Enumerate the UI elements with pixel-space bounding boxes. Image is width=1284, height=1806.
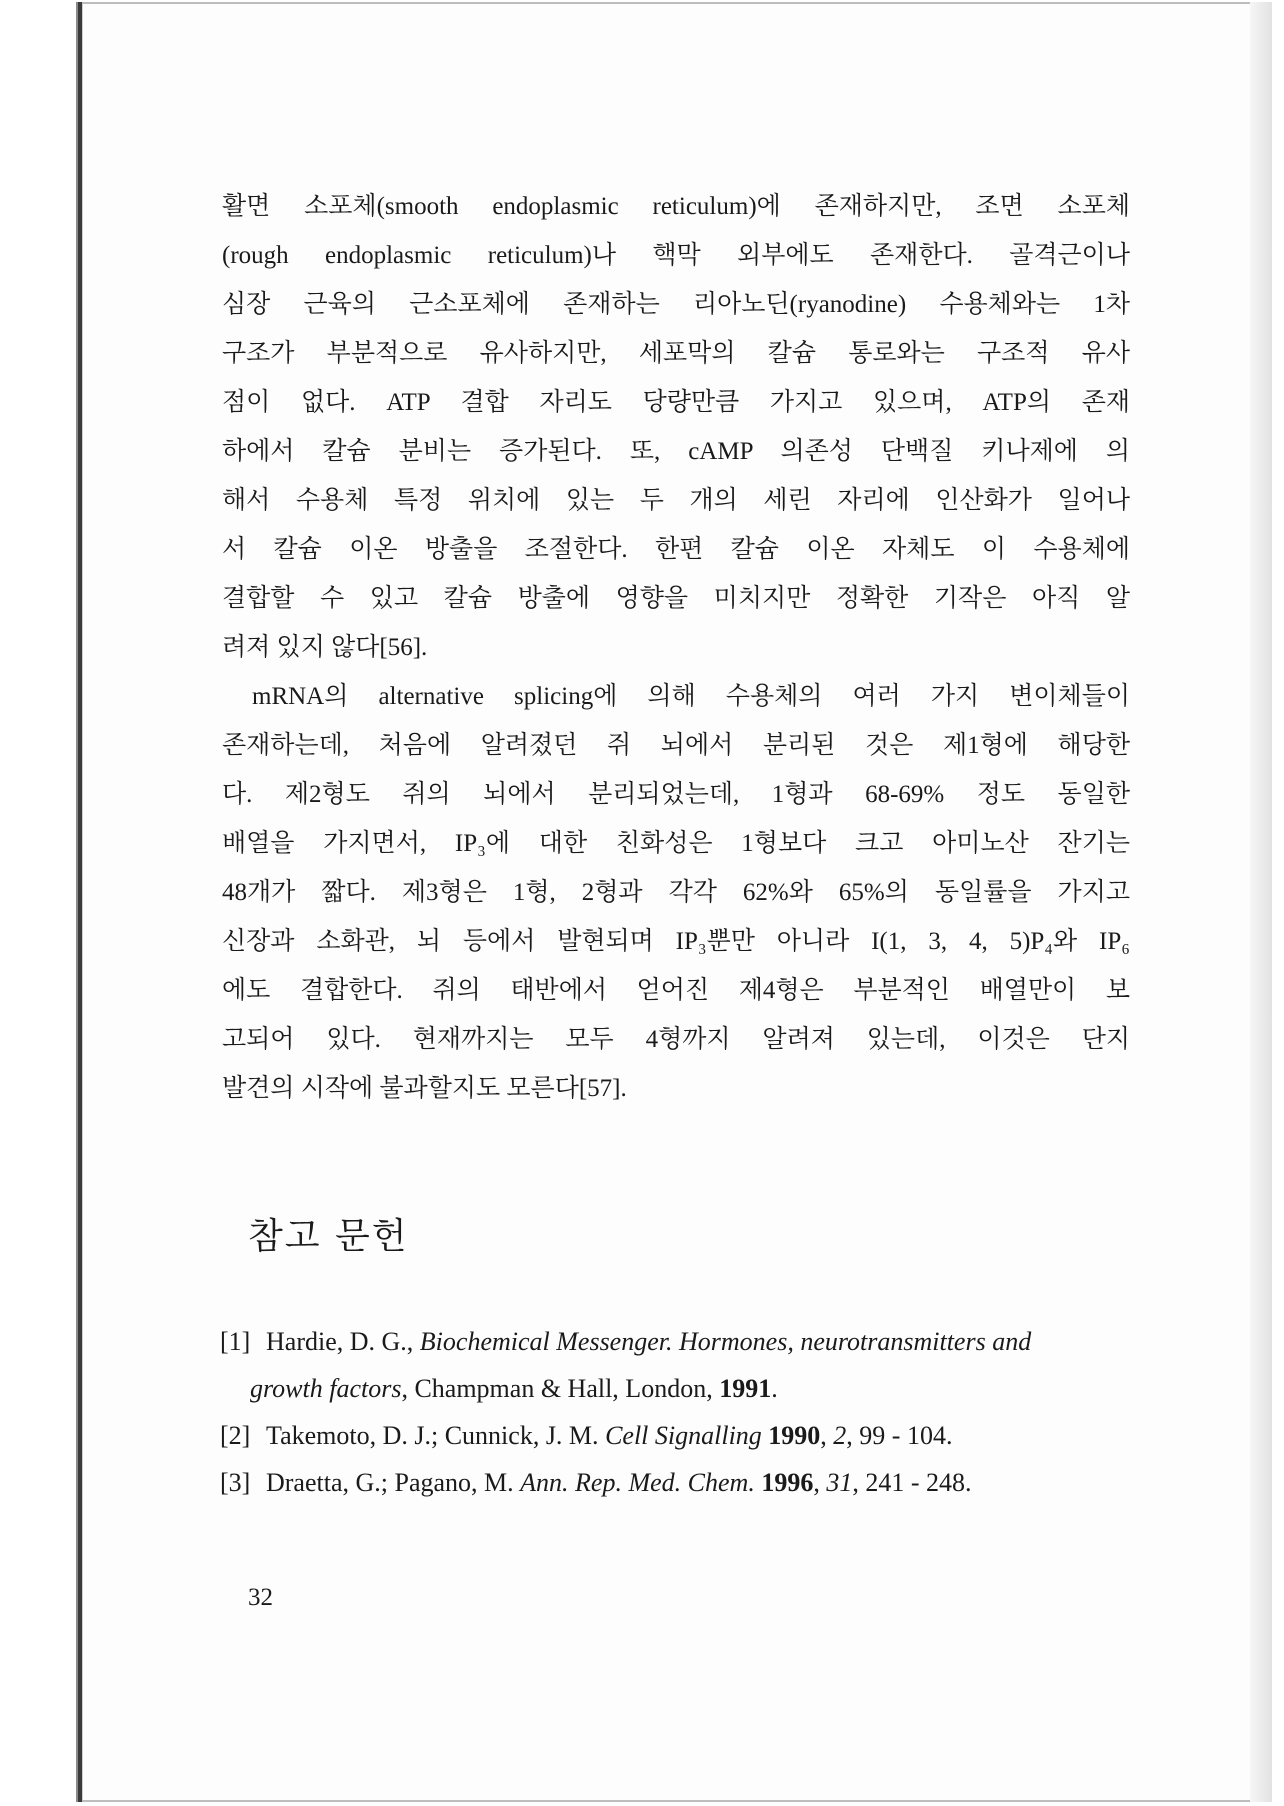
text-line: 려져 있지 않다[56]. bbox=[222, 634, 428, 661]
text-line: 결합할 수 있고 칼슘 방출에 영향을 미치지만 정확한 기작은 아직 알 bbox=[222, 585, 1130, 612]
text-line: 활면 소포체(smooth endoplasmic reticulum)에 존재하지만, 조면 소포체 bbox=[222, 193, 1130, 220]
reference-authors: Hardie, D. G., bbox=[266, 1327, 420, 1356]
text-line: 신장과 소화관, 뇌 등에서 발현되며 IP₃뿐만 아니라 I(1, 3, 4, 5)P₄와 IP₆ bbox=[222, 928, 1130, 955]
reference-list bbox=[220, 1318, 1130, 1506]
references-heading: 참고 문헌 bbox=[248, 1216, 409, 1257]
text-line: 해서 수용체 특정 위치에 있는 두 개의 세린 자리에 인산화가 일어나 bbox=[222, 487, 1130, 514]
text-line: mRNA의 alternative splicing에 의해 수용체의 여러 가지 변이체들이 bbox=[252, 683, 1130, 710]
reference-item-2: [2] Takemoto, D. J.; Cunnick, J. M. Cell Signalling 1990, 2, 99 - 104. bbox=[220, 1412, 1130, 1459]
reference-item-1-continued bbox=[220, 1365, 1130, 1412]
reference-number: [1] bbox=[220, 1327, 251, 1356]
text-line: 심장 근육의 근소포체에 존재하는 리아노딘(ryanodine) 수용체와는 1차 bbox=[222, 291, 1130, 318]
text-line: 배열을 가지면서, IP₃에 대한 친화성은 1형보다 크고 아미노산 잔기는 bbox=[222, 830, 1130, 857]
page-right-edge bbox=[1250, 2, 1272, 1802]
text-line: 구조가 부분적으로 유사하지만, 세포막의 칼슘 통로와는 구조적 유사 bbox=[222, 340, 1130, 367]
reference-pages: 99 - 104. bbox=[859, 1421, 953, 1450]
reference-item-1 bbox=[220, 1318, 1130, 1365]
reference-title-cont: growth factors bbox=[250, 1374, 402, 1403]
reference-number: [2] bbox=[220, 1421, 251, 1450]
paragraph-2 bbox=[222, 672, 1130, 1113]
reference-item-3: [3] Draetta, G.; Pagano, M. Ann. Rep. Med. Chem. 1996, 31, 241 - 248. bbox=[220, 1459, 1130, 1506]
reference-year: 1990 bbox=[768, 1421, 821, 1450]
reference-end: . bbox=[771, 1374, 778, 1403]
reference-title: Biochemical Messenger. Hormones, neurotransmitters and bbox=[419, 1327, 1032, 1356]
text-line: 48개가 짧다. 제3형은 1형, 2형과 각각 62%와 65%의 동일률을 가지고 bbox=[222, 879, 1130, 906]
reference-pages: 241 - 248. bbox=[865, 1468, 972, 1497]
paragraph-1 bbox=[222, 182, 1130, 672]
text-line: (rough endoplasmic reticulum)나 핵막 외부에도 존재한다. 골격근이나 bbox=[222, 242, 1130, 269]
text-line: 발견의 시작에 불과할지도 모른다[57]. bbox=[222, 1075, 627, 1102]
text-line: 다. 제2형도 쥐의 뇌에서 분리되었는데, 1형과 68-69% 정도 동일한 bbox=[222, 781, 1130, 808]
body-text bbox=[222, 182, 1130, 1113]
text-line: 서 칼슘 이온 방출을 조절한다. 한편 칼슘 이온 자체도 이 수용체에 bbox=[222, 536, 1130, 563]
text-line: 점이 없다. ATP 결합 자리도 당량만큼 가지고 있으며, ATP의 존재 bbox=[222, 389, 1130, 416]
reference-year: 1991 bbox=[719, 1374, 772, 1403]
reference-authors: Draetta, G.; Pagano, M. bbox=[266, 1468, 521, 1497]
text-line: 에도 결합한다. 쥐의 태반에서 얻어진 제4형은 부분적인 배열만이 보 bbox=[222, 977, 1130, 1004]
reference-publisher: , Champman & Hall, London, bbox=[401, 1374, 720, 1403]
reference-year: 1996 bbox=[761, 1468, 814, 1497]
text-line: 존재하는데, 처음에 알려졌던 쥐 뇌에서 분리된 것은 제1형에 해당한 bbox=[222, 732, 1130, 759]
page-top-edge bbox=[82, 2, 1272, 4]
reference-authors: Takemoto, D. J.; Cunnick, J. M. bbox=[266, 1421, 606, 1450]
text-line: 하에서 칼슘 분비는 증가된다. 또, cAMP 의존성 단백질 키나제에 의 bbox=[222, 438, 1130, 465]
reference-number: [3] bbox=[220, 1468, 251, 1497]
page-number: 32 bbox=[248, 1584, 273, 1611]
reference-journal: Cell Signalling bbox=[605, 1421, 762, 1450]
reference-journal: Ann. Rep. Med. Chem. bbox=[520, 1468, 755, 1497]
reference-volume: 2 bbox=[833, 1421, 847, 1450]
text-line: 고되어 있다. 현재까지는 모두 4형까지 알려져 있는데, 이것은 단지 bbox=[222, 1026, 1130, 1053]
page-bottom-edge bbox=[82, 1800, 1272, 1802]
reference-volume: 31 bbox=[826, 1468, 853, 1497]
